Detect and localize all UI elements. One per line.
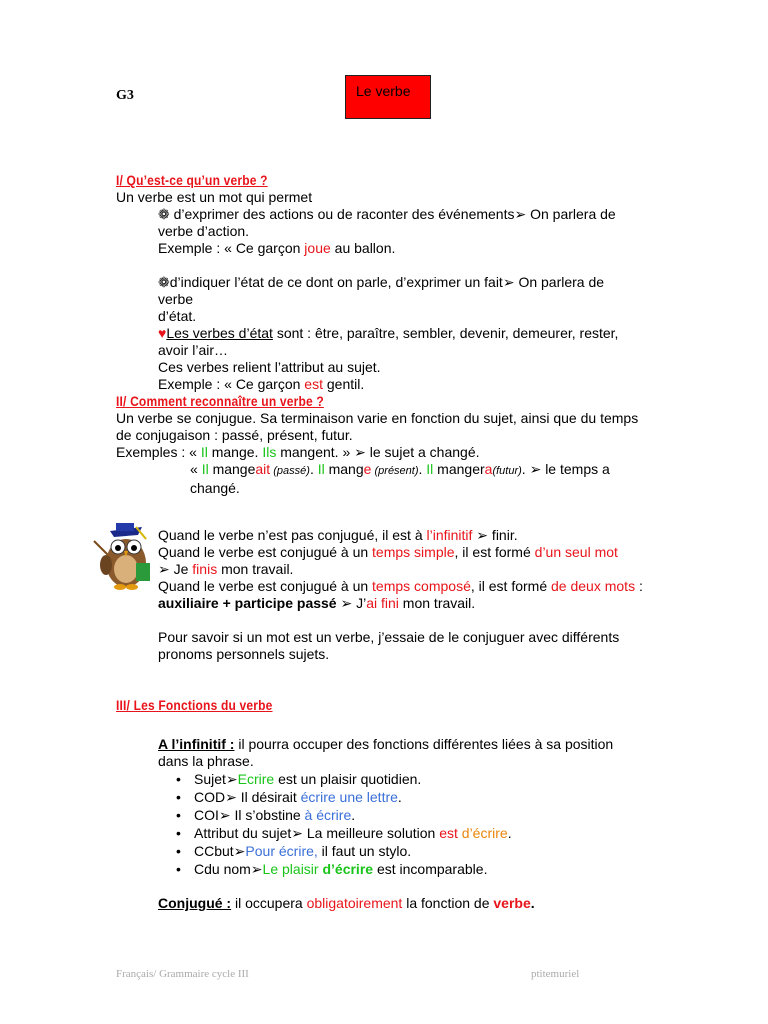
conjugation-notes	[158, 527, 678, 663]
infinitive-functions-line1: A l’infinitif : il pourra occuper des fonctions différentes liées à sa position	[158, 736, 614, 752]
bullet-action-line2: verbe d’action.	[158, 223, 250, 239]
simple-tense-example: ➢ Je finis mon travail.	[158, 561, 294, 577]
tip-line2: pronoms personnels sujets.	[158, 646, 330, 662]
list-item: • CCbut➢Pour écrire, il faut un stylo.	[170, 843, 678, 861]
section3-heading: III/ Les Fonctions du verbe	[116, 697, 273, 713]
example-etat: Exemple : « Ce garçon est gentil.	[158, 376, 365, 392]
list-item: • Cdu nom➢Le plaisir d’écrire est incomparable.	[170, 861, 678, 879]
footer-right: ptitemuriel	[531, 968, 580, 980]
section3-body	[158, 736, 678, 912]
conjugated-function: Conjugué : il occupera obligatoirement la fonction de verbe.	[158, 895, 535, 911]
section1-intro: Un verbe est un mot qui permet	[116, 189, 313, 205]
section2-line1: Un verbe se conjugue. Sa terminaison varie en fonction du sujet, ainsi que du temps	[116, 410, 639, 426]
footer-left: Français/ Grammaire cycle III	[116, 968, 249, 980]
examples-tense-line2: changé.	[190, 480, 240, 496]
section2-body	[116, 410, 656, 497]
relient-line: Ces verbes relient l’attribut au sujet.	[158, 359, 381, 375]
etat-list-line1: ♥Les verbes d’état sont : être, paraître, sembler, devenir, demeurer, rester,	[158, 325, 619, 341]
bullet-etat-line1: ❁d’indiquer l’état de ce dont on parle, d’exprimer un fait➢ On parlera de verbe	[158, 274, 605, 307]
etat-list-line2: avoir l’air…	[158, 342, 229, 358]
infinitive-line: Quand le verbe n’est pas conjugué, il est à l’infinitif ➢ finir.	[158, 527, 518, 543]
page-title: Le verbe	[356, 83, 411, 99]
example-action: Exemple : « Ce garçon joue au ballon.	[158, 240, 396, 256]
examples-subject: Exemples : « Il mange. Ils mangent. » ➢ le sujet a changé.	[116, 444, 480, 460]
compound-tense-line: Quand le verbe est conjugué à un temps composé, il est formé de deux mots :	[158, 578, 643, 594]
function-list	[170, 771, 678, 879]
bullet-etat-line2: d’état.	[158, 308, 197, 324]
title-box	[345, 75, 431, 119]
list-item: • COD➢ Il désirait écrire une lettre.	[170, 789, 678, 807]
section1-heading: I/ Qu’est-ce qu’un verbe ?	[116, 172, 268, 188]
grade-code: G3	[116, 88, 134, 103]
owl-teacher-illustration	[92, 519, 158, 591]
simple-tense-line: Quand le verbe est conjugué à un temps simple, il est formé d’un seul mot	[158, 544, 618, 560]
compound-tense-example: auxiliaire + participe passé ➢ J’ai fini mon travail.	[158, 595, 476, 611]
section2-heading: II/ Comment reconnaître un verbe ?	[116, 393, 324, 409]
list-item: • Attribut du sujet➢ La meilleure solution est d’écrire.	[170, 825, 678, 843]
list-item: • COI➢ Il s’obstine à écrire.	[170, 807, 678, 825]
heart-icon: ♥	[158, 325, 167, 341]
bullet-action-line1: ❁ d’exprimer des actions ou de raconter des événements➢ On parlera de	[158, 206, 616, 222]
tip-line1: Pour savoir si un mot est un verbe, j’essaie de le conjuguer avec différents	[158, 629, 620, 645]
infinitive-functions-line2: dans la phrase.	[158, 753, 254, 769]
section2-line2: de conjugaison : passé, présent, futur.	[116, 427, 353, 443]
section1-body	[158, 206, 638, 393]
list-item: • Sujet➢Ecrire est un plaisir quotidien.	[170, 771, 678, 789]
examples-tense: « Il mangeait (passé). Il mange (présent). Il mangera(futur). ➢ le temps a	[190, 461, 610, 477]
